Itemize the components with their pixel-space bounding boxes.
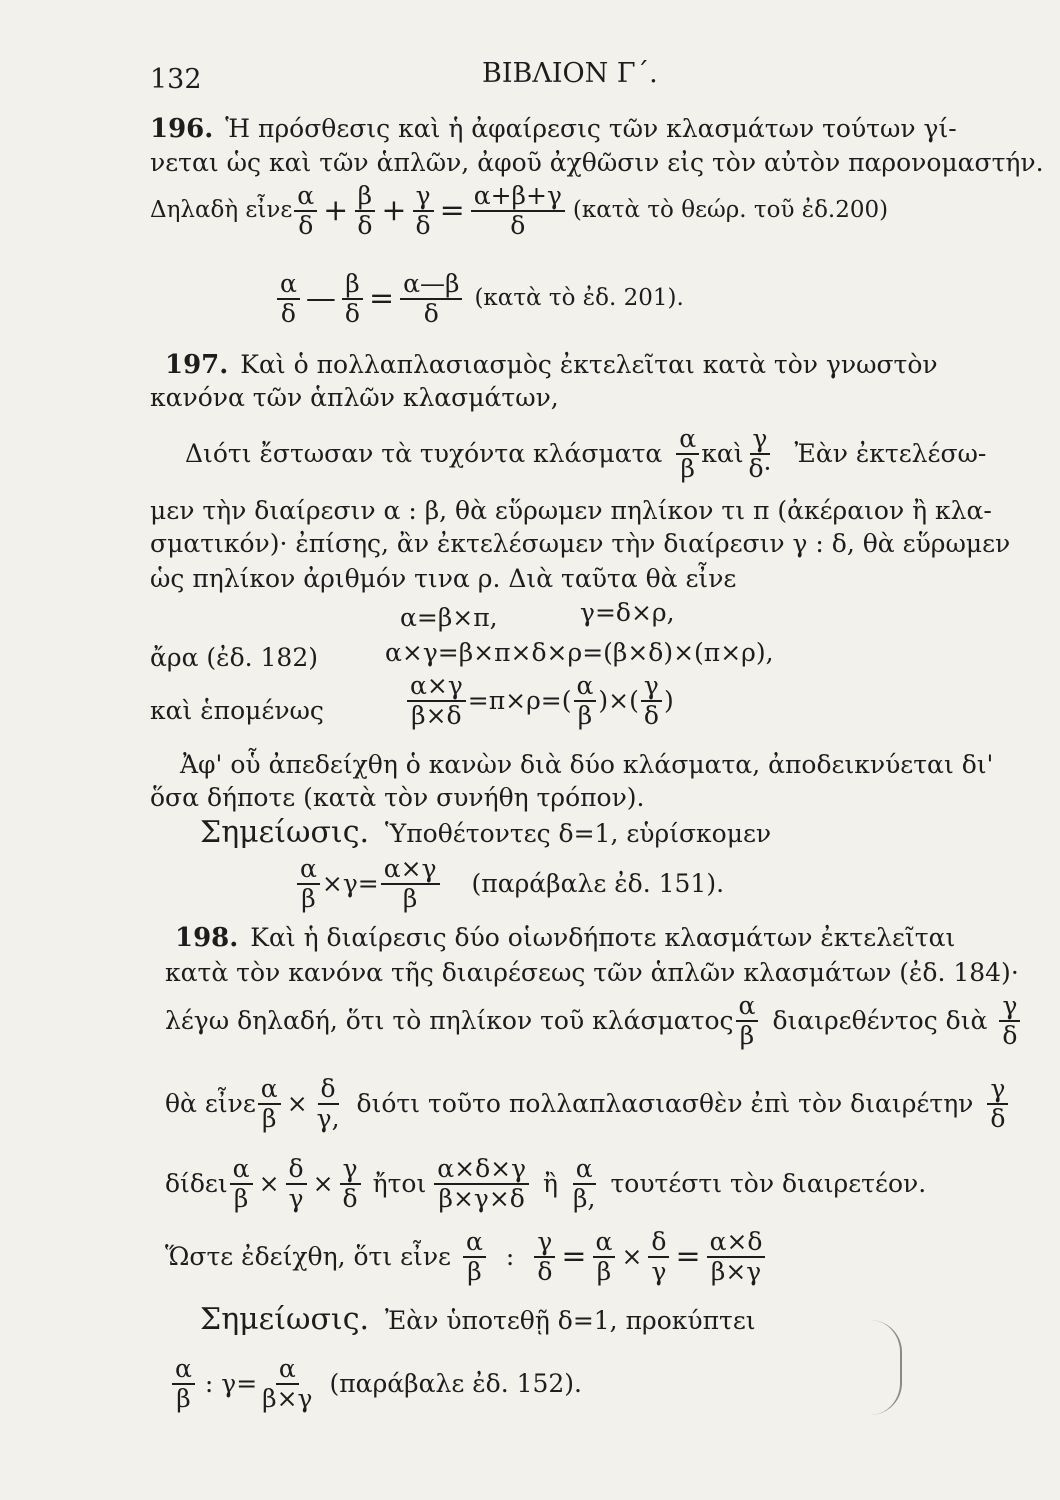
fraction-d-g: $\frac{\delta}{\gamma}$	[286, 1155, 307, 1212]
or-word: ἢ	[543, 1169, 559, 1198]
fraction-ad-bg: $\frac{\alpha\times\delta}{\beta\times\gamma}$	[707, 1228, 766, 1285]
section-198-text-4-post: διότι τοῦτο πολλαπλασιασθὲν ἐπὶ τὸν διαιρέτην	[356, 1089, 974, 1118]
times-paren: )×(	[598, 686, 639, 715]
minus-sign: —	[305, 280, 336, 316]
section-197-line-8: ὅσα δήποτε (κατὰ τὸν συνήθη τρόπον).	[150, 783, 645, 812]
fraction-a-d: $\frac{\alpha}{\delta}$	[277, 270, 300, 327]
section-197-line-1	[165, 352, 938, 378]
note-eq-mid: : γ=	[204, 1369, 258, 1398]
fraction-g-d: $\frac{\gamma}{\delta}$	[641, 672, 662, 729]
epomenos-label: καὶ ἑπομένως	[150, 696, 324, 725]
article-reference: (κατὰ τὸ ἐδ. 201).	[474, 285, 684, 311]
fraction-a-b: $\frac{\alpha}{\beta}$	[172, 1355, 195, 1412]
fraction-ag-b: $\frac{\alpha\times\gamma}{\beta}$	[381, 855, 440, 912]
section-198-text-5-post: τουτέστι τὸν διαιρετέον.	[610, 1169, 927, 1198]
note-text: Ἐὰν ὑποτεθῇ δ=1, προκύπτει	[384, 1306, 756, 1335]
fraction-b-d: $\frac{\beta}{\delta}$	[342, 270, 363, 327]
section-198-text-5-pre: δίδει	[165, 1169, 228, 1198]
equation-alpha: α=β×π,	[400, 603, 498, 632]
fraction-g-d: $\frac{\gamma}{\delta}$	[987, 1075, 1008, 1132]
section-198-note	[200, 1302, 756, 1337]
fraction-a-b: $\frac{\alpha}{\beta}$	[230, 1155, 253, 1212]
fraction-d-g: $\frac{\delta}{\gamma}$	[648, 1228, 669, 1285]
section-198-line-2: κατὰ τὸν κανόνα τῆς διαιρέσεως τῶν ἁπλῶν κλασμάτων (ἐδ. 184)·	[165, 958, 1019, 987]
equals-sign: =	[561, 1238, 587, 1274]
running-title: ΒΙΒΛΙΟΝ Γ΄.	[482, 58, 658, 89]
note-equation-198	[170, 1355, 582, 1412]
note-eq-ref: (παράβαλε ἐδ. 152).	[329, 1369, 583, 1398]
section-197-line-7: Ἀφ' οὗ ἀπεδείχθη ὁ κανὼν διὰ δύο κλάσματα, ἀποδεικνύεται δι'	[180, 750, 994, 779]
equation-gamma: γ=δ×ρ,	[580, 598, 675, 627]
fraction-a-b: $\frac{\alpha}{\beta}$	[593, 1228, 616, 1285]
close-paren: )	[663, 686, 674, 715]
fraction-d-g: $\frac{\delta}{\gamma,}$	[316, 1074, 340, 1133]
section-198-line-1	[175, 925, 955, 951]
note-label: Σημείωσις.	[200, 815, 370, 850]
section-198-text-3: λέγω δηλαδή, ὅτι τὸ πηλίκον τοῦ κλάσματος	[165, 1006, 734, 1035]
fraction-a-b: $\frac{\alpha}{\beta}$	[574, 672, 597, 729]
theorem-reference: (κατὰ τὸ θεώρ. τοῦ ἐδ.200)	[572, 197, 889, 223]
times-sign: ×	[286, 1089, 308, 1118]
times-sign: ×	[258, 1169, 280, 1198]
note-eq-ref: (παράβαλε ἐδ. 151).	[471, 869, 725, 898]
fraction-b-d: $\frac{\beta}{\delta}$	[354, 182, 375, 239]
division-sign: :	[505, 1242, 515, 1271]
fraction-g-d: $\frac{\gamma}{\delta}$	[534, 1228, 555, 1285]
section-198-text-3-mid: διαιρεθέντος διὰ	[772, 1006, 988, 1035]
ara-reference: ἄρα (ἐδ. 182)	[150, 643, 318, 672]
fraction-a-d: $\frac{\alpha}{\delta}$	[294, 182, 317, 239]
quotient-mid: =π×ρ=(	[467, 686, 572, 715]
section-197-text-3: Διότι ἔστωσαν τὰ τυχόντα κλάσματα	[185, 439, 663, 468]
equals-sign: =	[439, 192, 465, 228]
section-197-note	[200, 815, 772, 850]
section-197-number: 197.	[165, 350, 229, 380]
etoi-word: ἤτοι	[372, 1169, 427, 1198]
fraction-g-d: $\frac{\gamma}{\delta}$	[999, 992, 1020, 1049]
fraction-a-b: $\frac{\alpha}{\beta}$	[736, 992, 759, 1049]
section-196-number: 196.	[150, 114, 214, 144]
note-equation	[295, 855, 724, 912]
section-198-line-5	[165, 1155, 926, 1212]
plus-sign: +	[323, 192, 349, 228]
section-197-line-4: μεν τὴν διαίρεσιν α : β, θὰ εὕρωμεν πηλίκον τι π (ἀκέραιον ἢ κλα-	[150, 496, 992, 525]
section-197-line-5: σματικόν)· ἐπίσης, ἂν ἐκτελέσωμεν τὴν διαίρεσιν γ : δ, θὰ εὕρωμεν	[150, 529, 1011, 558]
fraction-a-b: $\frac{\alpha}{\beta}$	[297, 855, 320, 912]
equals-sign: =	[675, 1238, 701, 1274]
note-text: Ὑποθέτοντες δ=1, εὑρίσκομεν	[384, 819, 772, 848]
times-sign: ×	[312, 1169, 334, 1198]
section-197-line-2: κανόνα τῶν ἁπλῶν κλασμάτων,	[150, 383, 559, 412]
plus-sign: +	[381, 192, 407, 228]
margin-bracket-mark	[870, 1320, 902, 1415]
equals-sign: =	[368, 280, 395, 316]
fraction-c-d: $\frac{\gamma}{\delta}$	[413, 182, 434, 239]
kai-word: καὶ	[701, 439, 744, 468]
section-197-text-1: Καὶ ὁ πολλαπλασιασμὸς ἐκτελεῖται κατὰ τὸν γνωστὸν	[240, 350, 938, 379]
section-197-text-3-end: Ἐὰν ἐκτελέσω-	[794, 439, 987, 468]
section-196-line-1	[150, 116, 957, 142]
page-number: 132	[150, 64, 202, 95]
section-198-number: 198.	[175, 923, 239, 953]
fraction-g-d: $\frac{\gamma}{\delta\cdot}$	[748, 424, 772, 483]
section-198-text-4-pre: θὰ εἶνε	[165, 1089, 256, 1118]
fraction-ag-bd: $\frac{\alpha\times\gamma}{\beta\times\delta}$	[407, 672, 466, 729]
fraction-g-d: $\frac{\gamma}{\delta}$	[340, 1155, 361, 1212]
equation-intro: Δηλαδὴ εἶνε	[150, 197, 293, 223]
fraction-diff-d: $\frac{\alpha—\beta}{\delta}$	[400, 270, 462, 327]
note-label: Σημείωσις.	[200, 1302, 370, 1337]
fraction-a-b: $\frac{\alpha}{\beta}$	[676, 425, 699, 482]
fraction-adg-bgd: $\frac{\alpha\times\delta\times\gamma}{\beta\times\gamma\times\delta}$	[434, 1155, 529, 1212]
fraction-sum-d: $\frac{\alpha+\beta+\gamma}{\delta}$	[471, 182, 565, 239]
section-196-line-2: νεται ὡς καὶ τῶν ἁπλῶν, ἀφοῦ ἀχθῶσιν εἰς τὸν αὐτὸν παρονομαστήν.	[150, 148, 1044, 177]
fraction-a-bg: $\frac{\alpha}{\beta\times\gamma}$	[262, 1354, 313, 1413]
section-196-equation-diff	[275, 270, 684, 327]
fraction-a-b: $\frac{\alpha}{\beta}$	[463, 1228, 486, 1285]
section-198-line-3	[165, 992, 1022, 1049]
equation-product: α×γ=β×π×δ×ρ=(β×δ)×(π×ρ),	[385, 638, 774, 667]
section-197-line-3	[185, 425, 986, 482]
section-196-text-1: Ἡ πρόσθεσις καὶ ἡ ἀφαίρεσις τῶν κλασμάτων τούτων γί-	[225, 114, 957, 143]
section-198-text-6-pre: Ὥστε ἐδείχθη, ὅτι εἶνε	[165, 1242, 452, 1271]
fraction-a-b: $\frac{\alpha}{\beta}$	[258, 1075, 281, 1132]
section-198-text-1: Καὶ ἡ διαίρεσις δύο οἱωνδήποτε κλασμάτων ἐκτελεῖται	[250, 923, 956, 952]
section-197-line-6: ὡς πηλίκον ἀριθμόν τινα ρ. Διὰ ταῦτα θὰ εἶνε	[150, 564, 737, 593]
equation-quotient	[405, 672, 674, 729]
section-198-line-4	[165, 1075, 1010, 1132]
section-196-equation-sum	[150, 182, 888, 239]
fraction-a-b: $\frac{\alpha}{\beta,}$	[573, 1154, 596, 1213]
section-198-line-6	[165, 1228, 767, 1285]
note-eq-mid: ×γ=	[321, 869, 379, 898]
times-sign: ×	[621, 1242, 643, 1271]
